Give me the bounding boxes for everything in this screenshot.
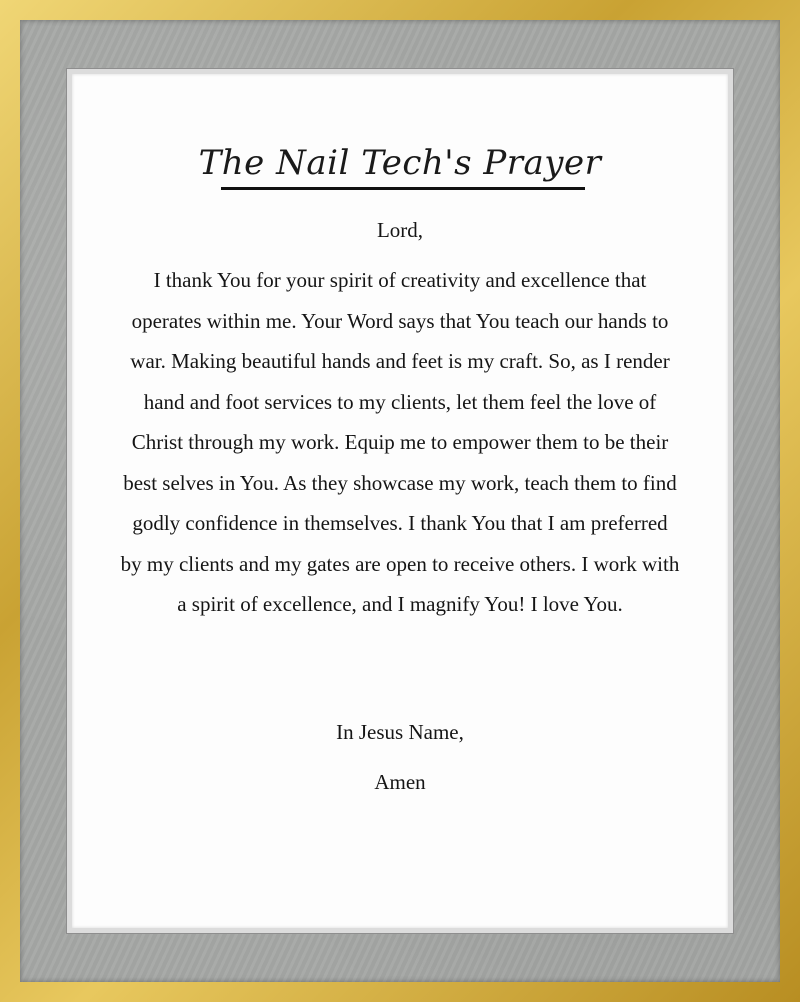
amen-line: Amen xyxy=(374,770,426,794)
greeting: Lord, xyxy=(376,218,424,242)
prayer-body: I thank You for your spirit of creativity and excellence that operates within me. Your Word says that You teach our hands to war. Making beautiful hands and feet is my craft. So, as I render hand and foot services to my clients, let them feel the love of Christ through my work. Equip me to empower them to be their best selves in You. As they showcase my work, teach them to find godly confidence in themselves. I thank You that I am preferred by my clients and my gates are open to receive others. I work with a spirit of excellence, and I magnify You! I love You. xyxy=(120,268,680,616)
title-underline xyxy=(221,187,585,190)
prayer-title: The Nail Tech's Prayer xyxy=(198,143,602,183)
closing-line: In Jesus Name, xyxy=(336,720,464,744)
